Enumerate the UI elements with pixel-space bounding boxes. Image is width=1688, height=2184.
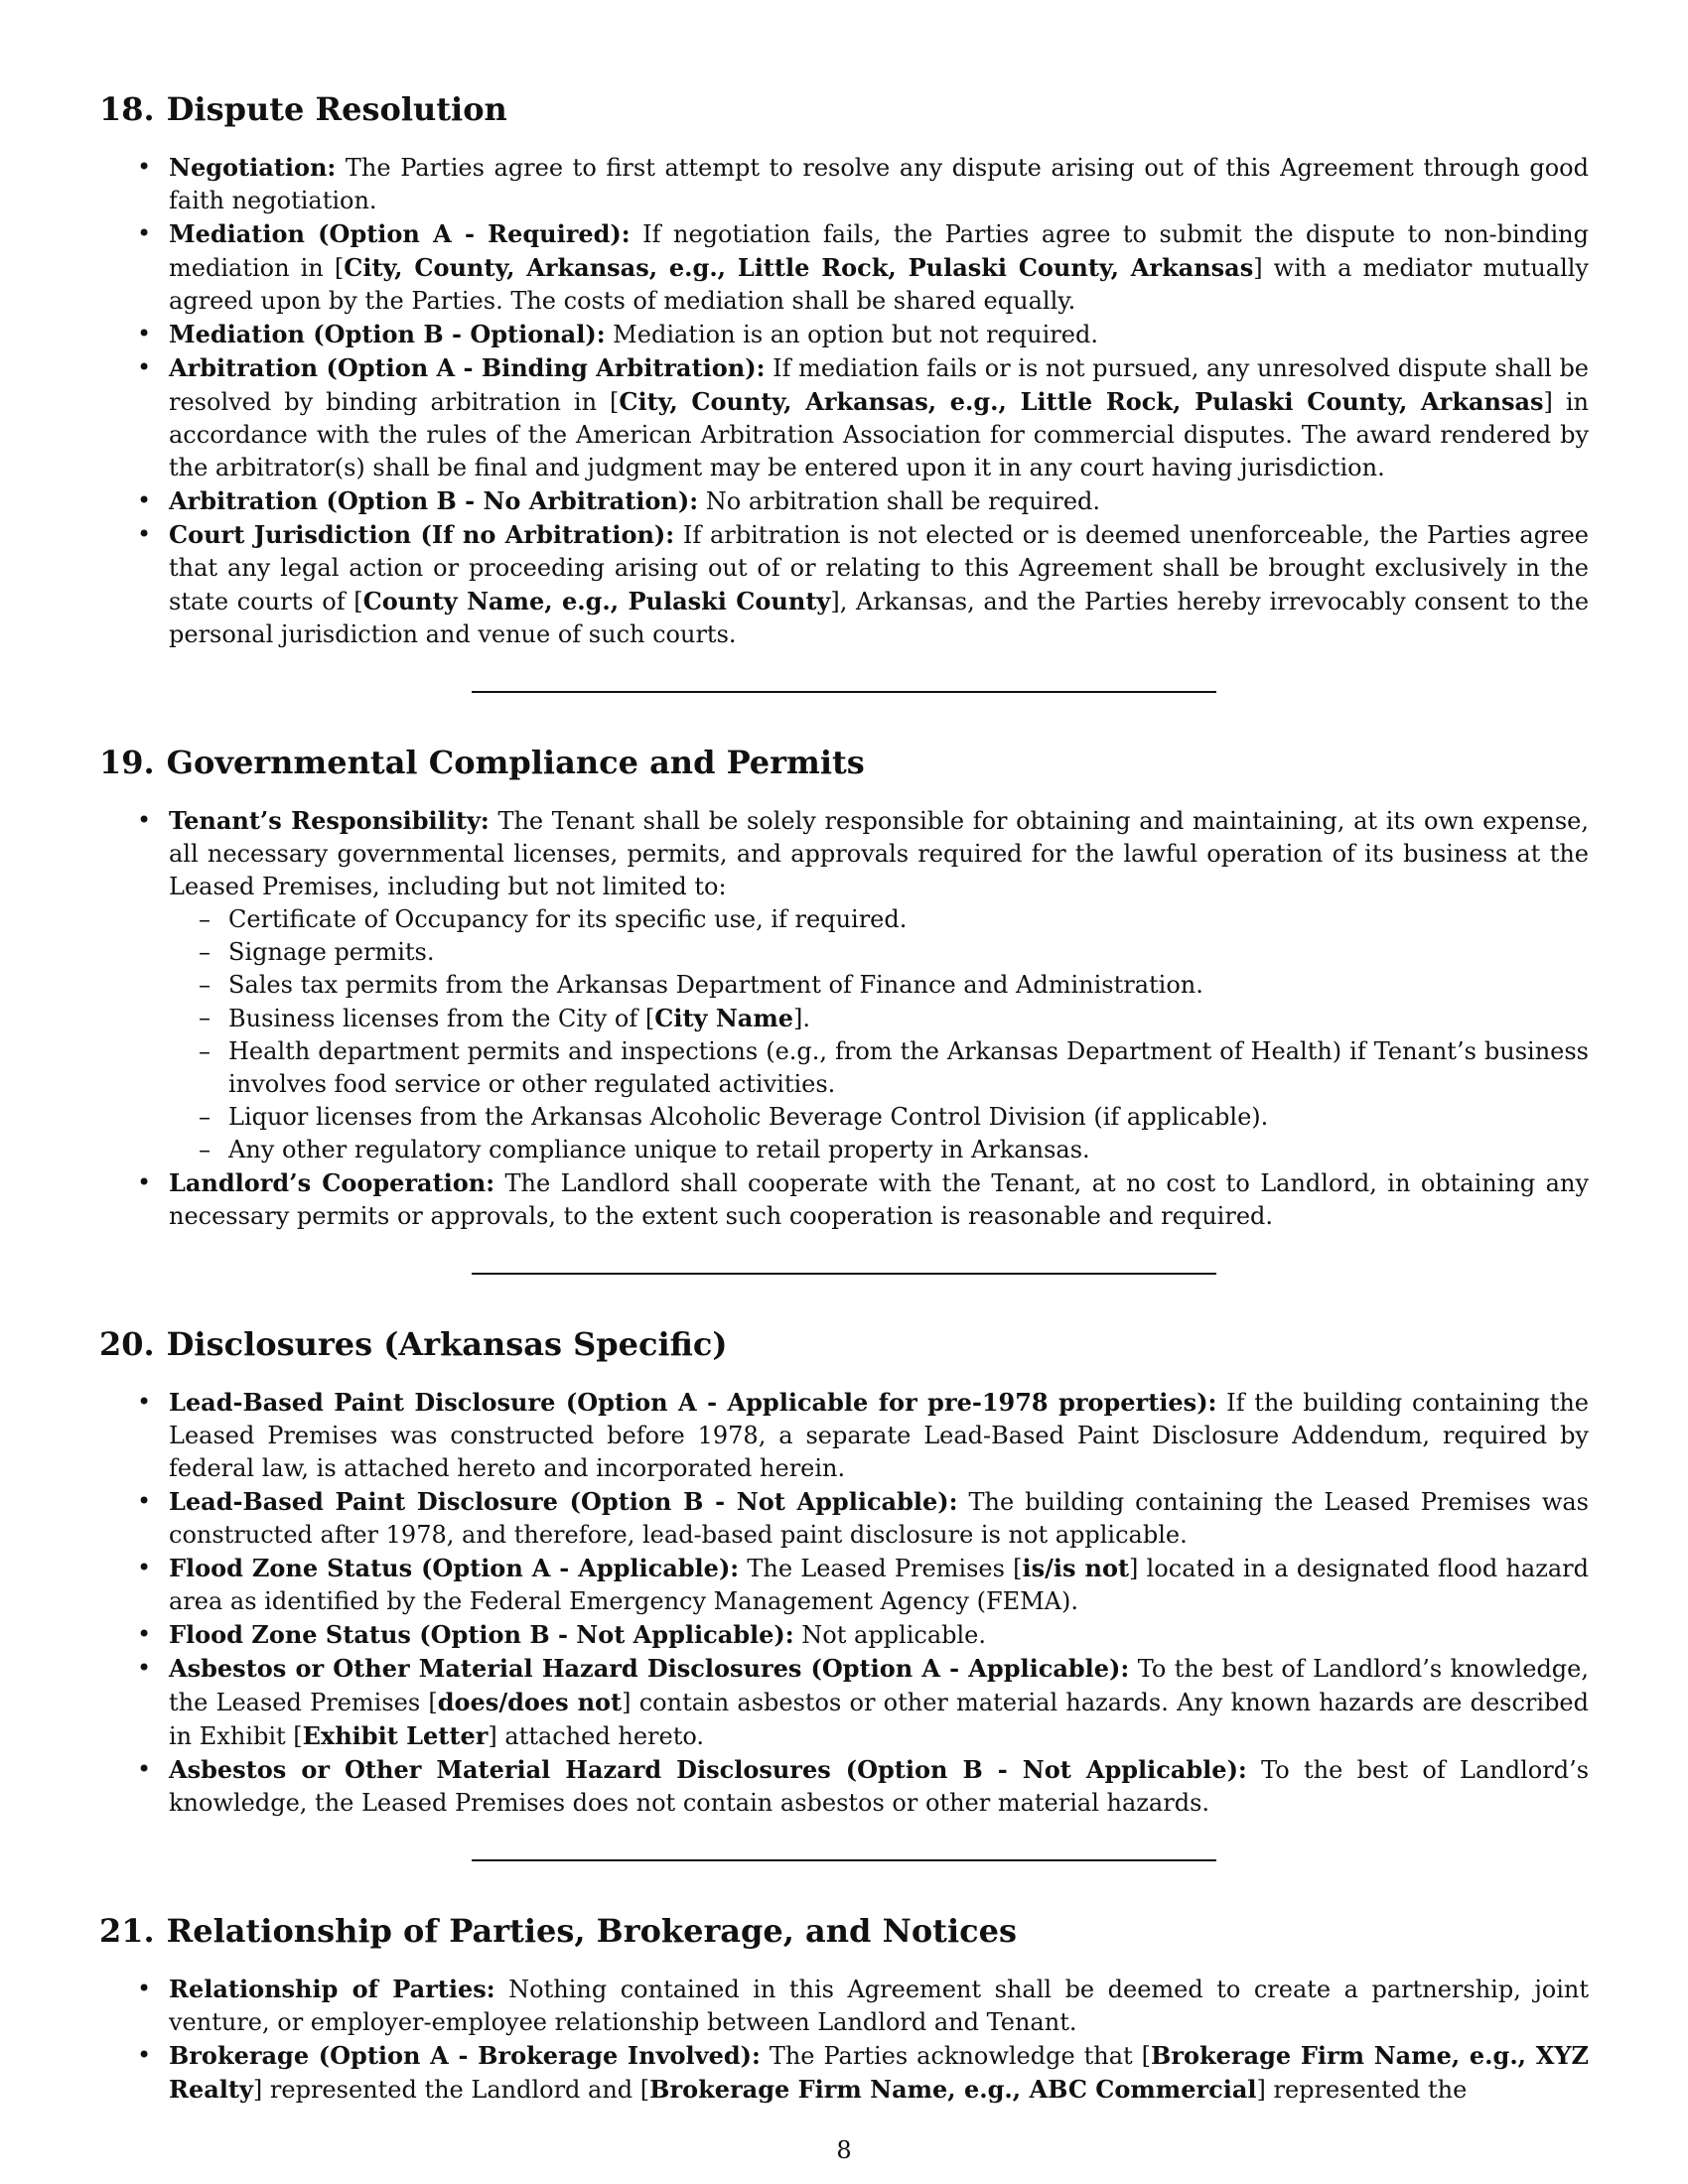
- clause-text: ], Arkansas, and the Parties hereby irrevocably consent to the personal jurisdiction and venue of such courts.: [169, 588, 1590, 648]
- clause-flood-zone-a: [99, 1552, 1589, 1618]
- permit-item: – Liquor licenses from the Arkansas Alcoholic Beverage Control Division (if applicable).: [169, 1101, 1589, 1134]
- placeholder: City Name: [654, 1004, 794, 1032]
- clause-text: The building containing the Leased Premises was constructed after 1978, and therefore, lead-based paint disclosure is not applicable.: [169, 1488, 1589, 1549]
- clause-text: ] represented the Landlord and [: [252, 2076, 650, 2104]
- section-20: [99, 1324, 1589, 1820]
- section-19: [99, 743, 1589, 1233]
- clause-lead: Flood Zone Status (Option A - Applicable):: [169, 1554, 740, 1582]
- clause-text: Mediation is an option but not required.: [605, 321, 1098, 348]
- section-divider: [472, 691, 1216, 693]
- clause-text: The Tenant shall be solely responsible for obtaining and maintaining, at its own expense, all necessary governmental licenses, permits, and approvals required for the lawful operation of its business at the Leased Premises, including but not limited to:: [169, 807, 1590, 900]
- clause-relationship: [99, 1973, 1589, 2039]
- clause-list: [99, 1973, 1589, 2107]
- clause-mediation-b: [99, 318, 1589, 351]
- clause-text: No arbitration shall be required.: [698, 487, 1101, 515]
- section-number: 21.: [99, 1912, 155, 1950]
- document-page: [99, 89, 1589, 2107]
- clause-lead: Relationship of Parties:: [169, 1975, 495, 2003]
- clause-text: ] represented the: [1256, 2076, 1468, 2104]
- clause-text: ] located in a designated flood hazard area as identified by the Federal Emergency Management Agency (FEMA).: [169, 1555, 1589, 1615]
- permit-item: – Any other regulatory compliance unique to retail property in Arkansas.: [169, 1134, 1589, 1166]
- clause-text: ] with a mediator mutually agreed upon by the Parties. The costs of mediation shall be shared equally.: [169, 254, 1589, 315]
- clause-lead: Mediation (Option B - Optional):: [169, 320, 606, 348]
- clause-tenant-responsibility: [99, 804, 1589, 1166]
- clause-lead: Court Jurisdiction (If no Arbitration):: [169, 520, 675, 549]
- clause-arbitration-a: [99, 351, 1589, 484]
- clause-flood-zone-b: [99, 1618, 1589, 1652]
- clause-text: The Leased Premises [: [739, 1555, 1023, 1582]
- clause-lead: Brokerage (Option A - Brokerage Involved):: [169, 2041, 761, 2070]
- clause-text: The Parties agree to first attempt to resolve any dispute arising out of this Agreement through good faith negotiation.: [169, 154, 1589, 214]
- clause-text: If the building containing the Leased Premises was constructed before 1978, a separate Lead-Based Paint Disclosure Addendum, required by federal law, is attached hereto and incorporated herein.: [169, 1389, 1589, 1482]
- clause-text: ] in accordance with the rules of the American Arbitration Association for commercial disputes. The award rendered by the arbitrator(s) shall be final and judgment may be entered upon it in any court having jurisdiction.: [169, 388, 1590, 481]
- clause-lead: Asbestos or Other Material Hazard Disclosures (Option B - Not Applicable):: [169, 1755, 1247, 1784]
- clause-lead-paint-a: [99, 1386, 1589, 1485]
- clause-mediation-a: [99, 217, 1589, 318]
- clause-list: [99, 804, 1589, 1233]
- section-number: 18.: [99, 90, 155, 128]
- placeholder: is/is not: [1022, 1554, 1130, 1582]
- page-number: 8: [836, 2136, 852, 2164]
- permit-item: – Sales tax permits from the Arkansas Department of Finance and Administration.: [169, 969, 1589, 1002]
- placeholder: Brokerage Firm Name, e.g., ABC Commercial: [649, 2075, 1257, 2104]
- clause-court-jurisdiction: [99, 518, 1589, 651]
- section-title: Dispute Resolution: [166, 90, 507, 128]
- section-21: [99, 1911, 1589, 2107]
- clause-text: Business licenses from the City of [: [228, 1005, 655, 1032]
- clause-lead: Arbitration (Option A - Binding Arbitration):: [169, 353, 766, 382]
- section-heading: [99, 1911, 1589, 1951]
- clause-lead: Arbitration (Option B - No Arbitration):: [169, 486, 699, 515]
- clause-brokerage-a: [99, 2039, 1589, 2107]
- clause-lead: Lead-Based Paint Disclosure (Option A - Applicable for pre-1978 properties):: [169, 1388, 1217, 1417]
- placeholder: Exhibit Letter: [302, 1721, 489, 1750]
- section-heading: [99, 89, 1589, 129]
- clause-text: ].: [793, 1005, 811, 1032]
- clause-text: The Parties acknowledge that [: [760, 2042, 1152, 2070]
- clause-text: ] attached hereto.: [488, 1722, 705, 1750]
- section-heading: [99, 1324, 1589, 1364]
- section-title: Relationship of Parties, Brokerage, and Notices: [166, 1912, 1017, 1950]
- clause-lead: Mediation (Option A - Required):: [169, 219, 631, 248]
- section-heading: [99, 743, 1589, 782]
- clause-arbitration-b: [99, 484, 1589, 518]
- clause-text: To the best of Landlord’s knowledge, the Leased Premises [: [169, 1655, 1589, 1716]
- clause-lead: Landlord’s Cooperation:: [169, 1168, 495, 1197]
- permit-item: – Signage permits.: [169, 936, 1589, 969]
- placeholder: City, County, Arkansas, e.g., Little Rock, Pulaski County, Arkansas: [344, 253, 1254, 282]
- clause-lead: Lead-Based Paint Disclosure (Option B - Not Applicable):: [169, 1487, 958, 1516]
- placeholder: does/does not: [437, 1688, 623, 1716]
- section-title: Disclosures (Arkansas Specific): [166, 1325, 728, 1363]
- clause-text: To the best of Landlord’s knowledge, the Leased Premises does not contain asbestos or other material hazards.: [169, 1756, 1590, 1817]
- permit-item: – Health department permits and inspections (e.g., from the Arkansas Department of Health) if Tenant’s business involves food service or other regulated activities.: [169, 1035, 1589, 1101]
- permit-item: [169, 1002, 1589, 1035]
- clause-lead: Negotiation:: [169, 153, 337, 182]
- clause-lead: Tenant’s Responsibility:: [169, 806, 490, 835]
- placeholder: County Name, e.g., Pulaski County: [362, 587, 831, 615]
- clause-list: [99, 151, 1589, 651]
- clause-landlord-cooperation: [99, 1166, 1589, 1233]
- section-number: 19.: [99, 744, 155, 781]
- clause-text: ] contain asbestos or other material hazards. Any known hazards are described in Exhibit [: [169, 1689, 1590, 1750]
- placeholder: City, County, Arkansas, e.g., Little Rock, Pulaski County, Arkansas: [619, 387, 1544, 416]
- clause-text: If arbitration is not elected or is deemed unenforceable, the Parties agree that any legal action or proceeding arising out of or relating to this Agreement shall be brought exclusively in the state courts of [: [169, 521, 1589, 615]
- section-divider: [472, 1859, 1216, 1861]
- clause-text: The Landlord shall cooperate with the Tenant, at no cost to Landlord, in obtaining any necessary permits or approvals, to the extent such cooperation is reasonable and required.: [169, 1169, 1590, 1230]
- clause-text: If mediation fails or is not pursued, any unresolved dispute shall be resolved by binding arbitration in [: [169, 354, 1590, 416]
- section-number: 20.: [99, 1325, 155, 1363]
- clause-asbestos-a: [99, 1652, 1589, 1753]
- clause-text: Not applicable.: [793, 1621, 987, 1649]
- clause-list: [99, 1386, 1589, 1820]
- permit-list: [169, 903, 1589, 1166]
- clause-asbestos-b: [99, 1753, 1589, 1820]
- clause-lead-paint-b: [99, 1485, 1589, 1552]
- placeholder: Brokerage Firm Name, e.g., XYZ Realty: [169, 2041, 1589, 2104]
- permit-item: – Certificate of Occupancy for its specific use, if required.: [169, 903, 1589, 936]
- section-title: Governmental Compliance and Permits: [166, 744, 865, 781]
- clause-negotiation: [99, 151, 1589, 217]
- clause-lead: Asbestos or Other Material Hazard Disclosures (Option A - Applicable):: [169, 1654, 1130, 1683]
- section-divider: [472, 1273, 1216, 1275]
- clause-lead: Flood Zone Status (Option B - Not Applicable):: [169, 1620, 794, 1649]
- clause-text: If negotiation fails, the Parties agree to submit the dispute to non-binding mediation in [: [169, 220, 1589, 282]
- clause-text: Nothing contained in this Agreement shall be deemed to create a partnership, joint venture, or employer-employee relationship between Landlord and Tenant.: [169, 1976, 1589, 2036]
- section-18: [99, 89, 1589, 651]
